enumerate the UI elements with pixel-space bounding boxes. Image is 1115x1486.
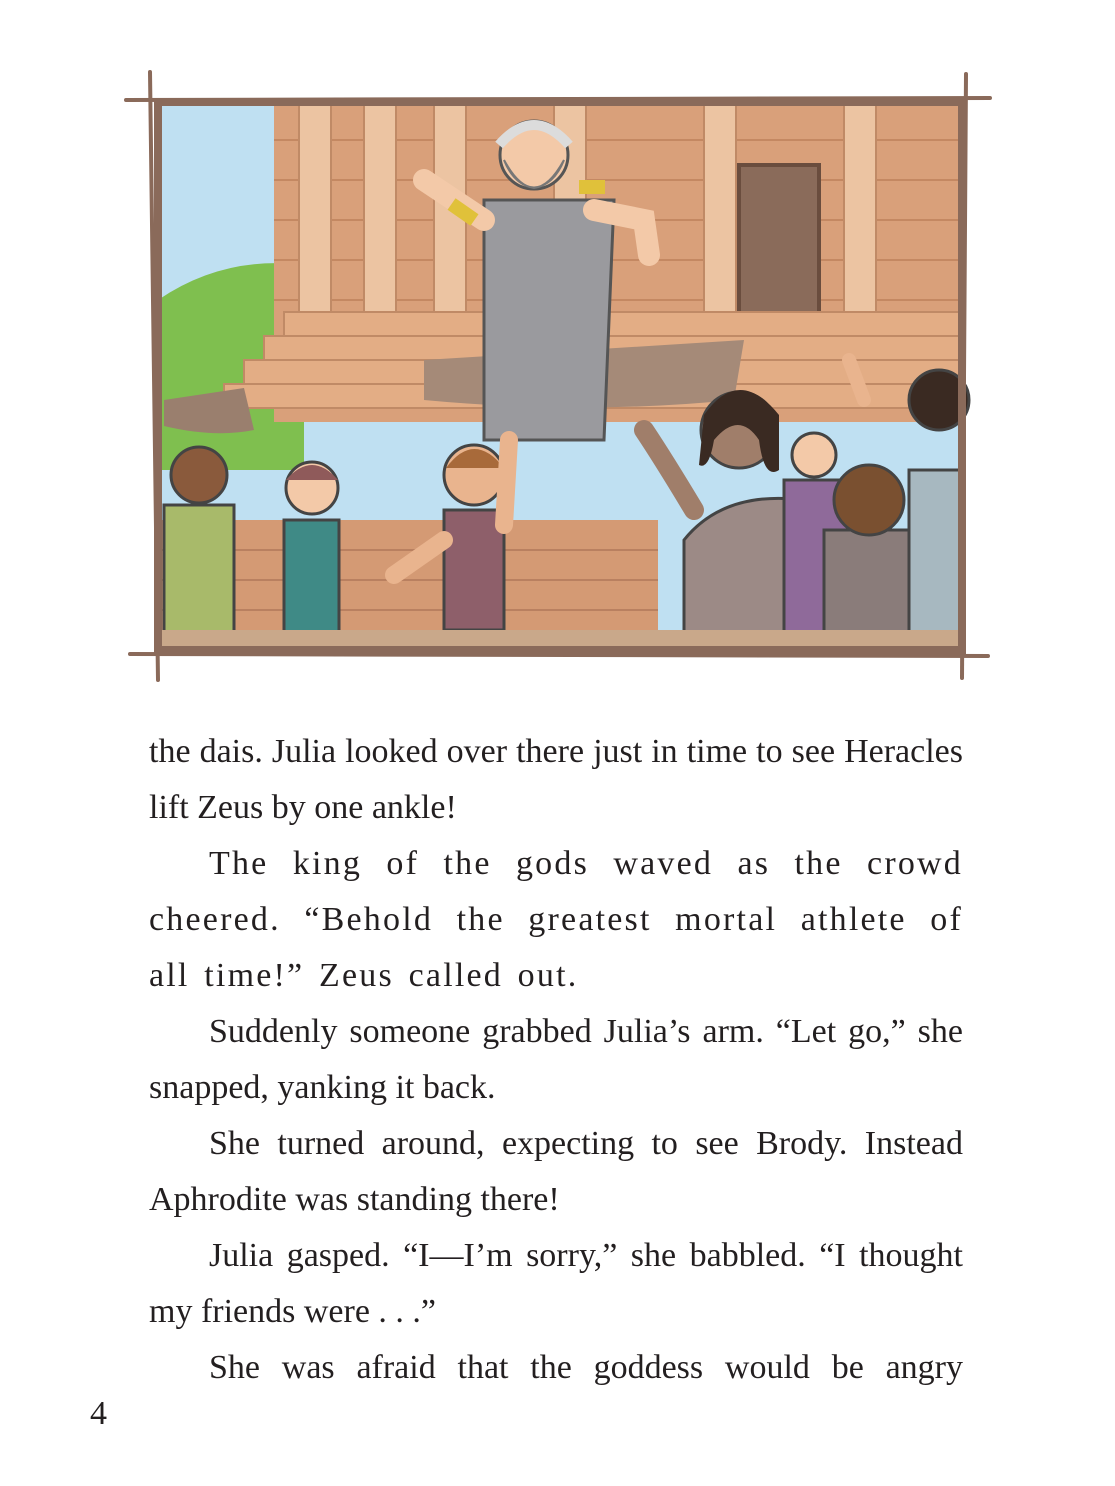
story-paragraph: the dais. Julia looked over there just in time to see Heracles lift Zeus by one ankle! <box>149 733 963 826</box>
temple-doorway <box>739 165 819 315</box>
story-paragraph: Julia gasped. “I—I’m sorry,” she babbled. “I thought my friends were . . .” <box>149 1237 963 1330</box>
story-paragraph: She was afraid that the goddess would be angry <box>209 1349 963 1386</box>
story-illustration <box>124 70 992 682</box>
page-number: 4 <box>90 1395 107 1432</box>
story-paragraph: The king of the gods waved as the crowd cheered. “Behold the greatest mortal athlete of all time!” Zeus called out. <box>149 845 963 994</box>
zeus-lifted-by-heracles-scene <box>124 70 992 682</box>
story-paragraph: She turned around, expecting to see Brody. Instead Aphrodite was standing there! <box>149 1125 963 1218</box>
story-text <box>149 724 963 1396</box>
story-paragraph: Suddenly someone grabbed Julia’s arm. “Let go,” she snapped, yanking it back. <box>149 1013 963 1106</box>
